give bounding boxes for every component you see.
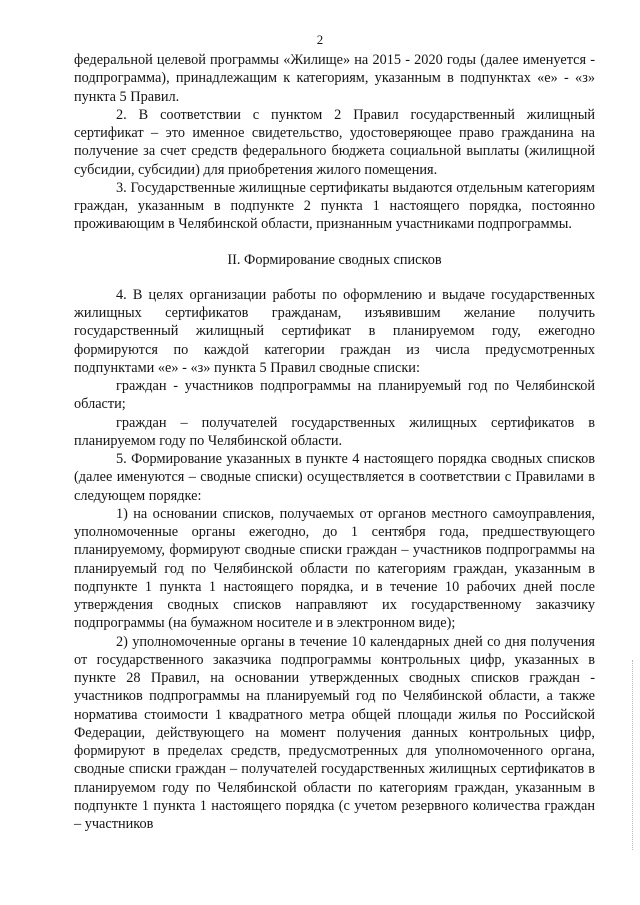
paragraph-item-5: 5. Формирование указанных в пункте 4 настоящего порядка сводных списков (далее именуются – сводные списки) осуществляется в соответствии с Правилами в следующем порядке:	[74, 451, 595, 504]
paragraph-item-4: 4. В целях организации работы по оформлению и выдаче государственных жилищных сертификатов гражданам, изъявившим желание получить государственный жилищный сертификат в планируемом году, ежегодно формируются по каждой категории граждан из числа предусмотренных подпунктами «е» - «з» пункта 5 Правил сводные списки:	[74, 286, 595, 376]
section-heading: II. Формирование сводных списков	[227, 251, 442, 268]
paragraph-continuation: федеральной целевой программы «Жилище» на 2015 - 2020 годы (далее именуется - подпрограмма), принадлежащим к категориям, указанным в подпунктах «е» - «з» пункта 5 Правил.	[74, 52, 595, 105]
paragraph-item-4-list-a: граждан - участников подпрограммы на планируемый год по Челябинской области;	[74, 378, 595, 413]
scan-edge-marks	[632, 660, 635, 850]
page-number: 2	[316, 32, 324, 47]
paragraph-item-4-list-b: граждан – получателей государственных жилищных сертификатов в планируемом году по Челябинской области.	[74, 414, 595, 449]
document-body	[74, 51, 595, 833]
paragraph-item-2: 2. В соответствии с пунктом 2 Правил государственный жилищный сертификат – это именное свидетельство, удостоверяющее право гражданина на получение за счет средств федерального бюджета социальной выплаты (жилищной субсидии, субсидии) для приобретения жилого помещения.	[74, 106, 595, 178]
paragraph-item-5-sub-2: 2) уполномоченные органы в течение 10 календарных дней со дня получения от государственного заказчика подпрограммы контрольных цифр, указанных в пункте 28 Правил, на основании утвержденных сводных списков граждан - участников подпрограммы на планируемый год по Челябинской области, а также норматива стоимости 1 квадратного метра общей площади жилья по Российской Федерации, действующего на момент получения данных контрольных цифр, формируют в пределах средств, предусмотренных для уполномоченного органа, сводные списки граждан – получателей государственных жилищных сертификатов в планируемом году по Челябинской области по категориям граждан, указанным в подпункте 1 пункта 1 настоящего порядка (с учетом резервного количества граждан – участников	[74, 633, 595, 832]
paragraph-item-5-sub-1: 1) на основании списков, получаемых от органов местного самоуправления, уполномоченные органы ежегодно, до 1 сентября года, предшествующего планируемому, формируют сводные списки граждан – участников подпрограммы на планируемый год по Челябинской области по категориям граждан, указанным в подпункте 1 пункта 1 настоящего порядка, и в течение 10 рабочих дней после утверждения сводных списков направляют их государственному заказчику подпрограммы (на бумажном носителе и в электронном виде);	[74, 505, 595, 632]
paragraph-item-3: 3. Государственные жилищные сертификаты выдаются отдельным категориям граждан, указанным в подпункте 2 пункта 1 настоящего порядка, постоянно проживающим в Челябинской области, признанным участниками подпрограммы.	[74, 179, 595, 233]
